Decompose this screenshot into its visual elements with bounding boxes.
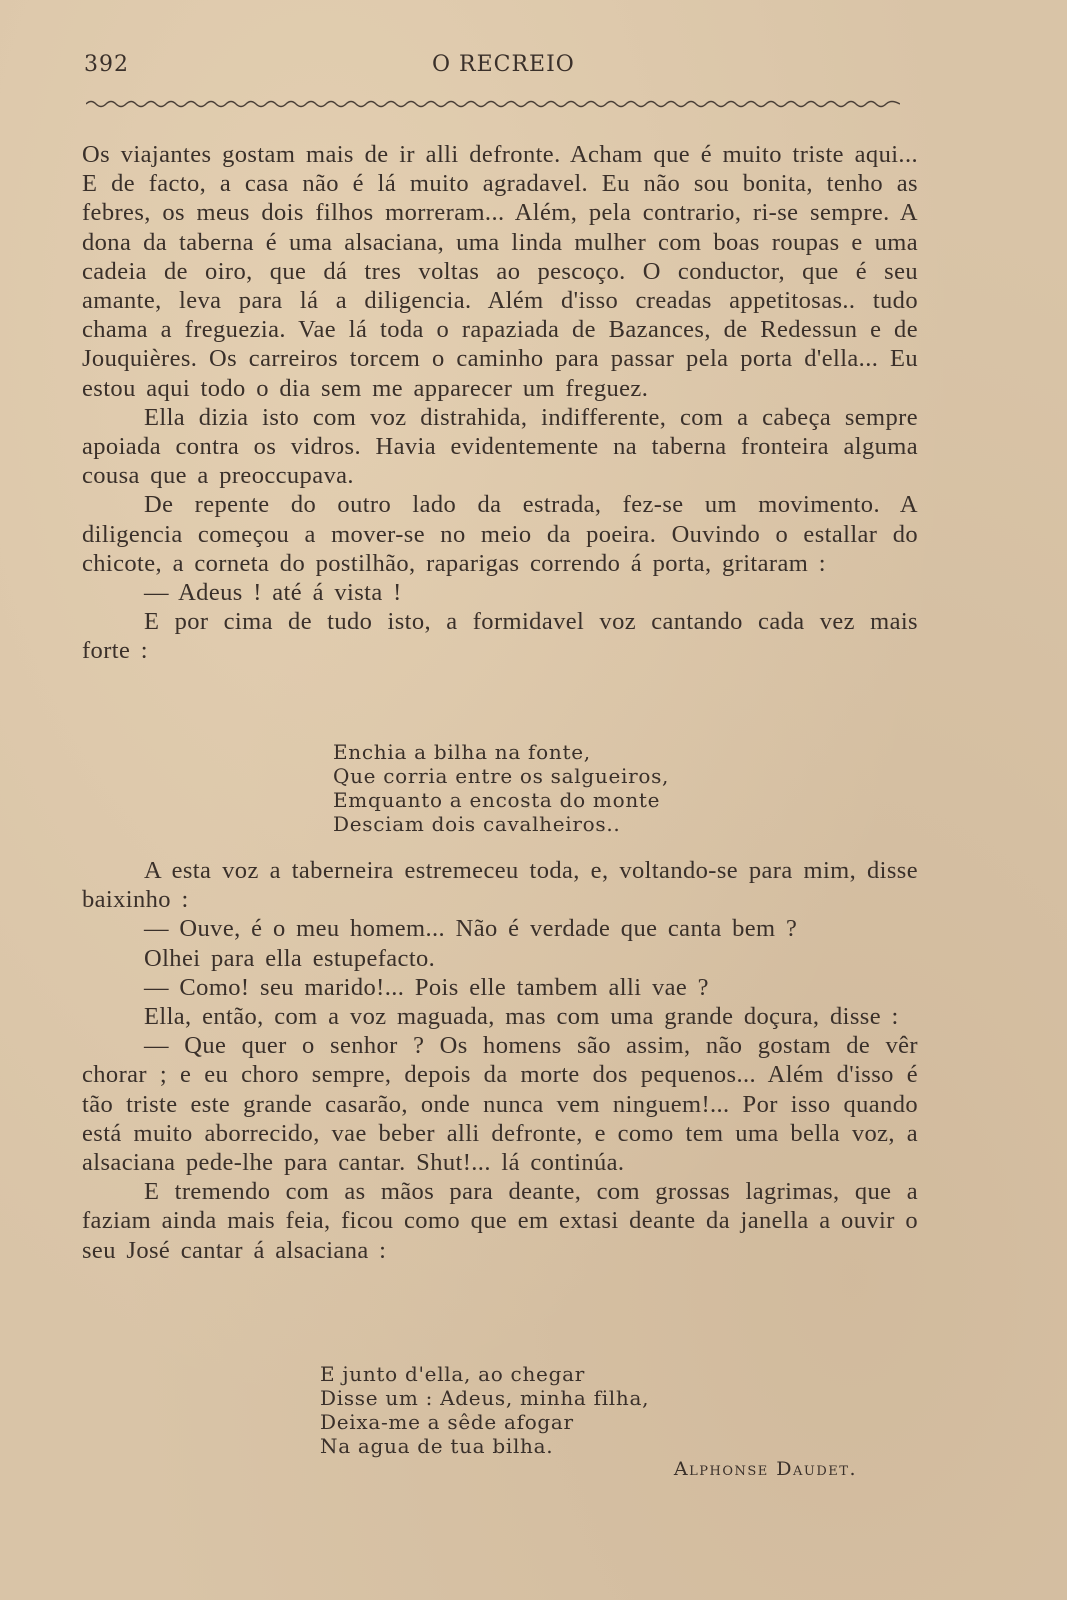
dialogue-line: — Adeus ! até á vista !: [144, 579, 402, 607]
running-title: O RECREIO: [432, 52, 575, 77]
body-text-part-2: [82, 856, 918, 1265]
verse-stanza-1: [333, 740, 669, 836]
paragraph: Ella dizia isto com voz distrahida, indifferente, com a cabeça sempre apoiada contra os vidros. Havia evidentemente na taberna fronteira alguma cousa que a preoccupava.: [82, 403, 918, 490]
verse-line: Desciam dois cavalheiros..: [333, 812, 621, 836]
paragraph: Olhei para ella estupefacto.: [144, 944, 436, 972]
verse-line: Que corria entre os salgueiros,: [333, 764, 670, 788]
verse-line: E junto d'ella, ao chegar: [320, 1362, 585, 1386]
verse-line: Emquanto a encosta do monte: [333, 788, 661, 812]
verse-line: Deixa-me a sêde afogar: [320, 1410, 574, 1434]
paragraph: Ella, então, com a voz maguada, mas com uma grande doçura, disse :: [144, 1003, 899, 1031]
paragraph: De repente do outro lado da estrada, fez-se um movimento. A diligencia começou a mover-se no meio da poeira. Ouvindo o estallar do chicote, a corneta do postilhão, raparigas correndo á porta, gritaram :: [82, 491, 918, 577]
body-text-part-1: [82, 140, 918, 666]
paragraph: A esta voz a taberneira estremeceu toda, e, voltando-se para mim, disse baixinho :: [82, 857, 918, 914]
dialogue-line: — Como! seu marido!... Pois elle tambem alli vae ?: [144, 973, 709, 1001]
paragraph: E tremendo com as mãos para deante, com grossas lagrimas, que a faziam ainda mais feia, ficou como que em extasi deante da janella a ouvir o seu José cantar á alsaciana :: [82, 1178, 918, 1264]
verse-line: Na agua de tua bilha.: [320, 1434, 554, 1458]
verse-stanza-2: [320, 1362, 649, 1458]
page-header: [84, 52, 924, 86]
paragraph: Os viajantes gostam mais de ir alli defronte. Acham que é muito triste aqui... E de facto, a casa não é lá muito agradavel. Eu não sou bonita, tenho as febres, os meus dois filhos morreram... Além, pela contrario, ri-se sempre. A dona da taberna é uma alsaciana, uma linda mulher com boas roupas e uma cadeia de oiro, que dá tres voltas ao pescoço. O conductor, que é seu amante, leva para lá a diligencia. Além d'isso creadas appetitosas.. tudo chama a freguezia. Vae lá toda o rapaziada de Bazances, de Redessun e de Jouquières. Os carreiros torcem o caminho para passar pela porta d'ella... Eu estou aqui todo o dia sem me apparecer um freguez.: [82, 141, 918, 402]
dialogue-line: — Que quer o senhor ? Os homens são assim, não gostam de vêr chorar ; e eu choro sempre, depois da morte dos pequenos... Além d'isso é tão triste este grande casarão, onde nunca vem ninguem!... Por isso quando está muito aborrecido, vae beber alli defronte, e como tem uma bella voz, a alsaciana pede-lhe para cantar. Shut!... lá continúa.: [82, 1032, 918, 1177]
verse-line: Disse um : Adeus, minha filha,: [320, 1386, 650, 1410]
header-ornament-rule: [86, 96, 900, 112]
paragraph: E por cima de tudo isto, a formidavel voz cantando cada vez mais forte :: [82, 608, 918, 665]
dialogue-line: — Ouve, é o meu homem... Não é verdade que canta bem ?: [144, 915, 798, 943]
author-signature: Alphonse Daudet.: [673, 1458, 857, 1480]
page-number: 392: [84, 52, 129, 77]
verse-line: Enchia a bilha na fonte,: [333, 740, 591, 764]
